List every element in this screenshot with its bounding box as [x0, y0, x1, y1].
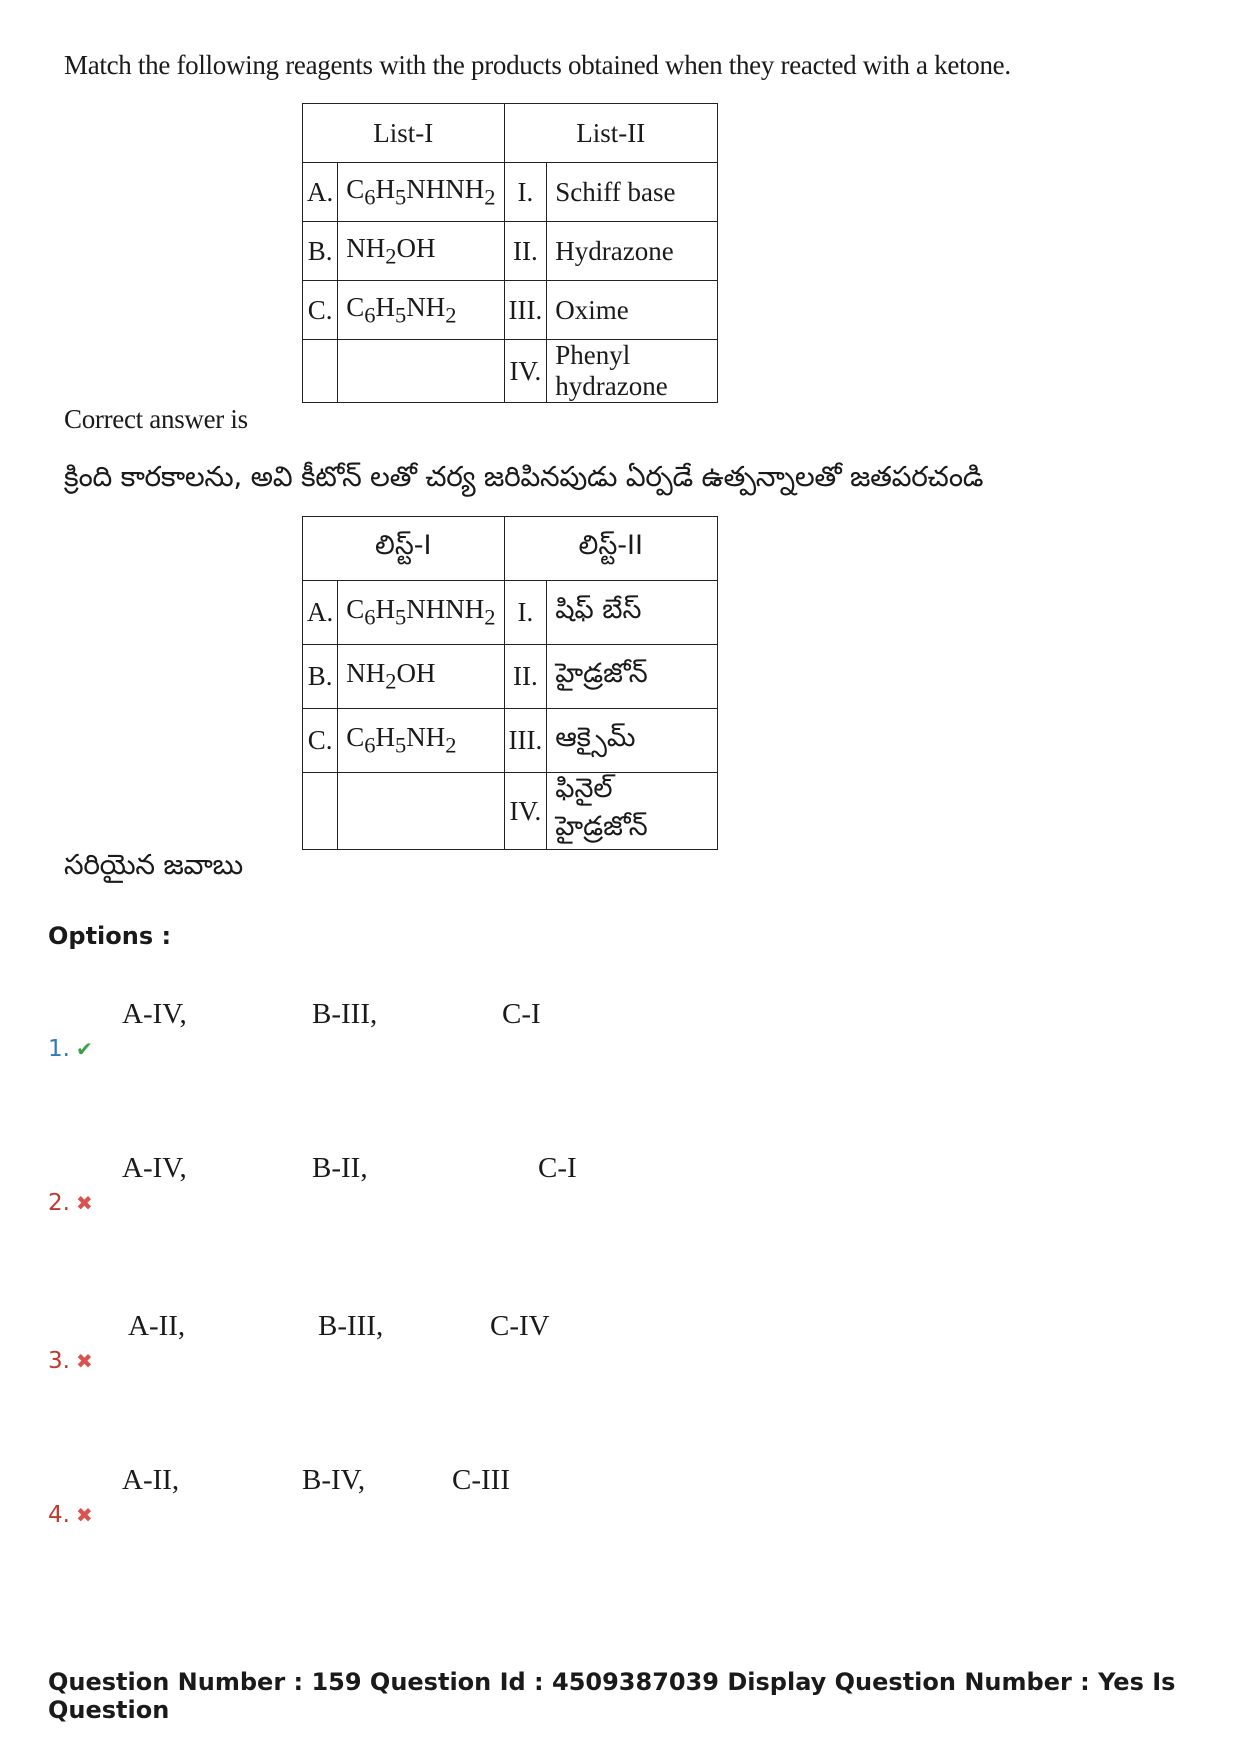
row-key: A.: [303, 163, 338, 222]
option-1[interactable]: [0, 998, 1240, 1078]
product-cell: Schiff base: [547, 163, 718, 222]
reagent-cell: [338, 340, 504, 403]
cross-icon: ✖: [75, 1349, 93, 1373]
cross-icon: ✖: [75, 1503, 93, 1527]
option-pair: A-IV,: [122, 998, 187, 1030]
reagent-cell: $NH_2OH$: [338, 645, 504, 709]
option-2[interactable]: [0, 1152, 1240, 1232]
option-number: [48, 1348, 93, 1374]
table-row: [303, 163, 718, 222]
list-i-header: List-I: [303, 104, 505, 163]
option-number: [48, 1036, 93, 1062]
table-row: [303, 281, 718, 340]
option-pair: A-IV,: [122, 1152, 187, 1184]
table-row: [303, 340, 718, 403]
table-row: [303, 222, 718, 281]
product-cell: ఫినైల్ హైడ్రజోన్: [547, 773, 718, 850]
product-cell: Hydrazone: [547, 222, 718, 281]
roman-numeral: III.: [504, 281, 547, 340]
check-icon: ✔: [75, 1037, 93, 1061]
roman-numeral: III.: [504, 709, 547, 773]
options-label: Options :: [48, 922, 172, 950]
row-key: [303, 773, 338, 850]
product-cell: హైడ్రజోన్: [547, 645, 718, 709]
table-row: [303, 709, 718, 773]
product-cell: Phenyl hydrazone: [547, 340, 718, 403]
cross-icon: ✖: [75, 1191, 93, 1215]
match-table-en: [302, 103, 718, 403]
option-number-text: 2.: [48, 1190, 70, 1216]
roman-numeral: I.: [504, 581, 547, 645]
roman-numeral: IV.: [504, 340, 547, 403]
correct-answer-label-te: సరియైన జవాబు: [64, 848, 243, 881]
table-row: [303, 645, 718, 709]
table-header-row: [303, 104, 718, 163]
product-cell: Oxime: [547, 281, 718, 340]
option-pair: C-IV: [490, 1310, 550, 1342]
row-key: C.: [303, 709, 338, 773]
reagent-cell: [338, 773, 504, 850]
table-row: [303, 581, 718, 645]
option-number: [48, 1190, 93, 1216]
row-key: A.: [303, 581, 338, 645]
question-text-en: Match the following reagents with the products obtained when they reacted with a ketone.: [64, 50, 1011, 80]
list-ii-header: లిస్ట్-II: [504, 517, 717, 581]
roman-numeral: II.: [504, 222, 547, 281]
question-text-te: క్రింది కారకాలను, అవి కీటోన్ లతో చర్య జరిపినపుడు ఏర్పడే ఉత్పన్నాలతో జతపరచండి: [64, 460, 984, 493]
product-cell: ఆక్సైమ్: [547, 709, 718, 773]
option-number-text: 1.: [48, 1036, 70, 1062]
option-number: [48, 1502, 93, 1528]
row-key: B.: [303, 222, 338, 281]
row-key: [303, 340, 338, 403]
product-cell: షిఫ్ బేస్: [547, 581, 718, 645]
option-pair: A-II,: [122, 1464, 180, 1496]
option-pair: C-III: [452, 1464, 510, 1496]
option-pair: C-I: [502, 998, 541, 1030]
roman-numeral: IV.: [504, 773, 547, 850]
option-pair: B-IV,: [302, 1464, 366, 1496]
reagent-cell: $C_6H_5NH_2$: [338, 709, 504, 773]
option-3[interactable]: [0, 1310, 1240, 1390]
option-pair: C-I: [538, 1152, 577, 1184]
correct-answer-label-en: Correct answer is: [64, 404, 248, 434]
reagent-cell: $C_6H_5NHNH_2$: [338, 163, 504, 222]
match-table-te: [302, 516, 718, 850]
row-key: B.: [303, 645, 338, 709]
roman-numeral: II.: [504, 645, 547, 709]
table-row: [303, 773, 718, 850]
question-footer: Question Number : 159 Question Id : 4509387039 Display Question Number : Yes Is Question: [48, 1668, 1176, 1724]
reagent-cell: $C_6H_5NHNH_2$: [338, 581, 504, 645]
option-pair: B-III,: [318, 1310, 384, 1342]
roman-numeral: I.: [504, 163, 547, 222]
reagent-cell: $C_6H_5NH_2$: [338, 281, 504, 340]
option-number-text: 4.: [48, 1502, 70, 1528]
option-pair: B-III,: [312, 998, 378, 1030]
row-key: C.: [303, 281, 338, 340]
option-pair: B-II,: [312, 1152, 368, 1184]
list-i-header: లిస్ట్-I: [303, 517, 505, 581]
option-4[interactable]: [0, 1464, 1240, 1544]
reagent-cell: $NH_2OH$: [338, 222, 504, 281]
table-header-row: [303, 517, 718, 581]
option-number-text: 3.: [48, 1348, 70, 1374]
option-pair: A-II,: [128, 1310, 186, 1342]
list-ii-header: List-II: [504, 104, 717, 163]
